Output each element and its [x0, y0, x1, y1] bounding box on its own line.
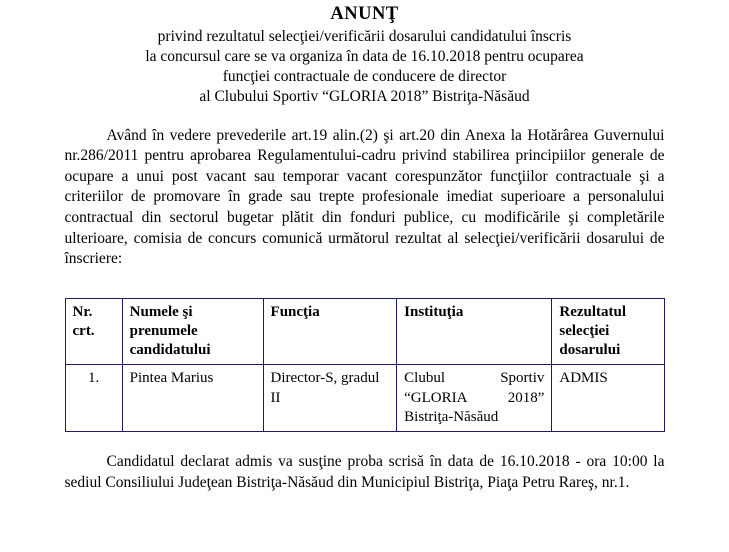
header-nr-line-1: Nr.	[72, 303, 93, 320]
header-name-line-3: candidatului	[129, 342, 211, 359]
page-title: ANUNŢ	[330, 4, 399, 24]
body-paragraph: Având în vedere prevederile art.19 alin.(2) şi art.20 din Anexa la Hotărârea Guvernului nr.286/2011 pentru aprobarea Regulamentului-cadru privind stabilirea principiilor generale de ocupare a unui post vacant sau temporar vacant corespunzător funcţiilor contractuale şi a criteriilor de promovare în grade sau trepte profesionale imediat superioare a personalului contractual din sectorul bugetar plătit din fonduri publice, cu modificările şi completările ulterioare, comisia de concurs comunică următorul rezultat al selecţiei/verificării dosarului de înscriere:	[64, 126, 665, 268]
table-header-row	[65, 298, 664, 365]
header-institutie-line-1: Instituţia	[404, 303, 464, 320]
header-name-line-2: prenumele	[129, 323, 198, 340]
institutie-line-2-right: 2018”	[507, 389, 545, 406]
cell-candidate-name: Pintea Marius	[122, 365, 263, 432]
document-subtitle	[85, 27, 645, 108]
institutie-line-1-right: Sportiv	[500, 370, 545, 387]
cell-nr: 1.	[65, 365, 122, 432]
cell-functie: Director-S, gradul II	[263, 365, 397, 432]
table-row	[65, 365, 664, 432]
footer-paragraph: Candidatul declarat admis va susţine proba scrisă în data de 16.10.2018 - ora 10:00 la sediul Consiliului Judeţean Bistriţa-Năsăud din Municipiul Bistriţa, Piaţa Petru Rareş, nr.1.	[64, 452, 665, 491]
results-table-wrapper	[65, 298, 665, 432]
header-nr-line-2: crt.	[72, 323, 95, 340]
subtitle-line-2: la concursul care se va organiza în data de 16.10.2018 pentru ocuparea	[145, 48, 584, 66]
subtitle-line-4: al Clubului Sportiv “GLORIA 2018” Bistriţa-Năsăud	[199, 88, 530, 106]
header-rezultat-line-3: dosarului	[559, 342, 621, 359]
results-table	[65, 298, 665, 432]
document-page	[0, 4, 729, 552]
table-header-name	[122, 298, 263, 365]
table-header-functie	[263, 298, 397, 365]
table-header-institutie	[397, 298, 552, 365]
subtitle-line-1: privind rezultatul selecţiei/verificării dosarului candidatului înscris	[157, 28, 572, 45]
institutie-line-2	[404, 389, 544, 408]
institutie-line-3: Bistriţa-Năsăud	[404, 408, 499, 425]
institutie-line-1-left: Clubul	[404, 370, 445, 387]
table-header-rezultat	[552, 298, 664, 365]
subtitle-line-3: funcţiei contractuale de conducere de director	[222, 68, 507, 86]
header-name-line-1: Numele şi	[129, 303, 193, 320]
institutie-line-1	[404, 369, 544, 388]
cell-institutie	[397, 365, 552, 432]
table-header-nr	[65, 298, 122, 365]
header-rezultat-line-1: Rezultatul	[559, 303, 627, 320]
cell-rezultat: ADMIS	[552, 365, 664, 432]
header-rezultat-line-2: selecţiei	[559, 323, 610, 340]
header-functie-line-1: Funcţia	[270, 303, 320, 320]
institutie-line-2-left: “GLORIA	[404, 389, 468, 406]
